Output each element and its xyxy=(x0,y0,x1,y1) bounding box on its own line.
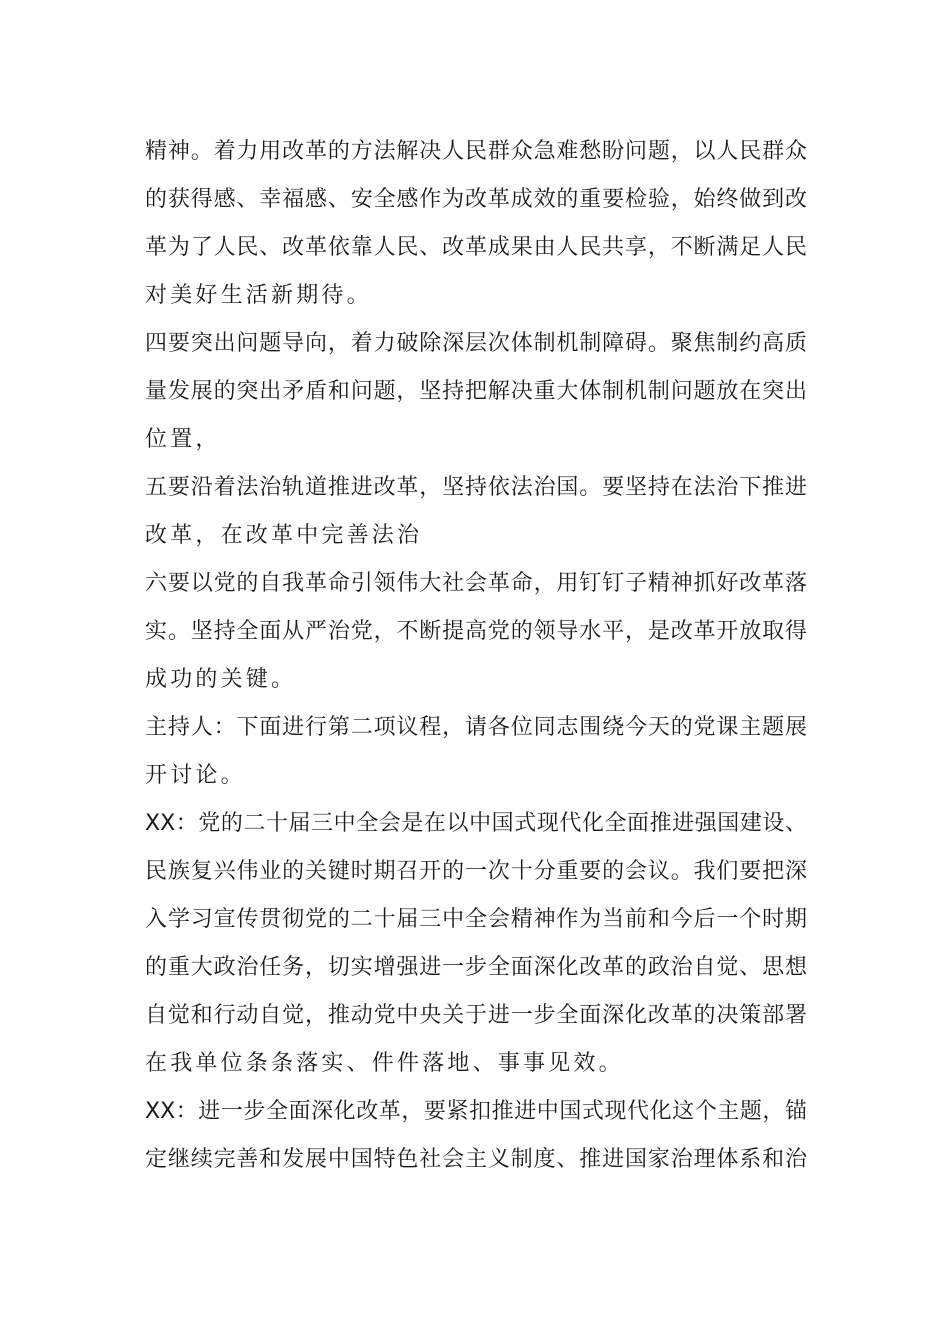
text-line: 位置， xyxy=(145,427,221,452)
text-line: 改革，在改革中完善法治 xyxy=(145,523,423,548)
text-line: 在我单位条条落实、件件落地、事事见效。 xyxy=(145,1051,624,1076)
text-line: 入学习宣传贯彻党的二十届三中全会精神作为当前和今后一个时期 xyxy=(145,907,807,932)
text-line: 的重大政治任务，切实增强进一步全面深化改革的政治自觉、思想 xyxy=(145,955,807,980)
text-line: 精神。着力用改革的方法解决人民群众急难愁盼问题，以人民群众 xyxy=(145,139,807,164)
text-line: 量发展的突出矛盾和问题，坚持把解决重大体制机制问题放在突出 xyxy=(145,379,807,404)
text-line: 对美好生活新期待。 xyxy=(145,283,372,308)
text-line: 革为了人民、改革依靠人民、改革成果由人民共享，不断满足人民 xyxy=(145,235,807,260)
text-line: 民族复兴伟业的关键时期召开的一次十分重要的会议。我们要把深 xyxy=(145,859,807,884)
text-line: 成功的关键。 xyxy=(145,667,297,692)
text-line: XX：党的二十届三中全会是在以中国式现代化全面推进强国建设、 xyxy=(145,811,807,836)
text-line: 六要以党的自我革命引领伟大社会革命，用钉钉子精神抓好改革落 xyxy=(145,571,807,596)
text-line: 五要沿着法治轨道推进改革，坚持依法治国。要坚持在法治下推进 xyxy=(145,475,807,500)
text-line: 的获得感、幸福感、安全感作为改革成效的重要检验，始终做到改 xyxy=(145,187,807,212)
text-line: 自觉和行动自觉，推动党中央关于进一步全面深化改革的决策部署 xyxy=(145,1003,807,1028)
text-line: XX：进一步全面深化改革，要紧扣推进中国式现代化这个主题，锚 xyxy=(145,1099,807,1124)
text-line: 四要突出问题导向，着力破除深层次体制机制障碍。聚焦制约高质 xyxy=(145,331,807,356)
text-line: 主持人：下面进行第二项议程，请各位同志围绕今天的党课主题展 xyxy=(145,715,807,740)
text-line: 实。坚持全面从严治党，不断提高党的领导水平，是改革开放取得 xyxy=(145,619,807,644)
text-line: 开讨论。 xyxy=(145,763,246,788)
text-line: 定继续完善和发展中国特色社会主义制度、推进国家治理体系和治 xyxy=(145,1147,807,1172)
